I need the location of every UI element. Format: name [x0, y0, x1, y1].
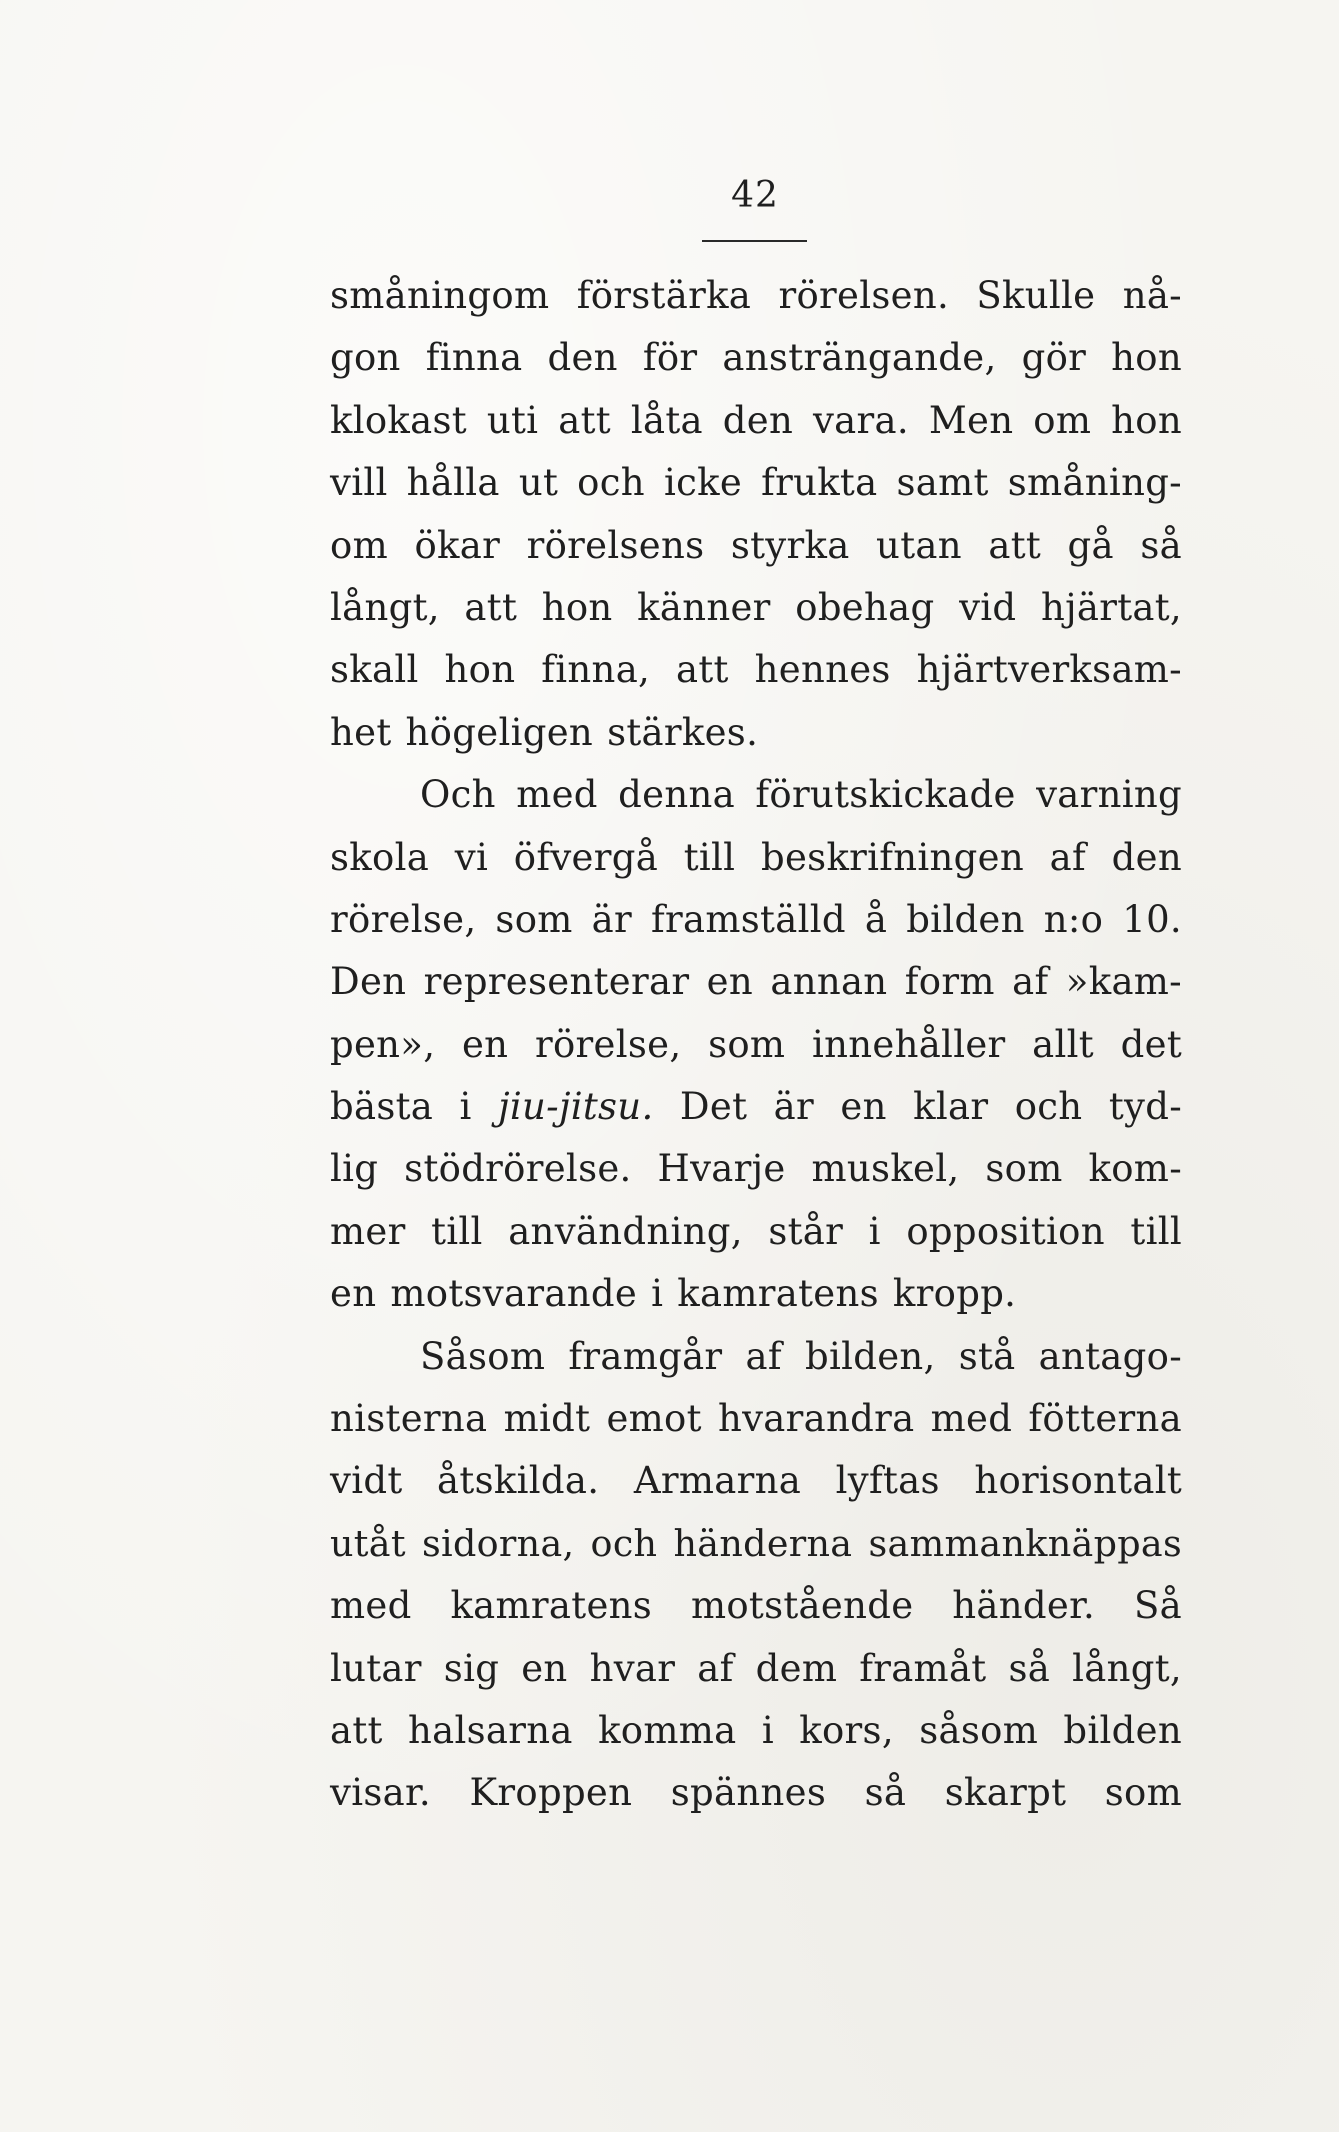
text-line: vill hålla ut och icke frukta samt småning-	[330, 461, 1182, 505]
text-line	[330, 1076, 1182, 1138]
text-line: lutar sig en hvar af dem framåt så långt,	[330, 1646, 1182, 1690]
text-line: med kamratens motstående händer. Så	[330, 1584, 1182, 1628]
text-line: långt, att hon känner obehag vid hjärtat,	[330, 585, 1182, 629]
text-line: utåt sidorna, och händerna sammanknäppas	[330, 1521, 1182, 1565]
text-line: Den representerar en annan form af »kam-	[330, 960, 1182, 1004]
italic-term: jiu-jitsu.	[498, 1085, 654, 1129]
text-line: lig stödrörelse. Hvarje muskel, som kom-	[330, 1147, 1182, 1191]
text-line: att halsarna komma i kors, såsom bilden	[330, 1708, 1182, 1752]
text-line: vidt åtskilda. Armarna lyftas horisontalt	[330, 1459, 1182, 1503]
text-line: om ökar rörelsens styrka utan att gå så	[330, 523, 1182, 567]
text-segment: Det är en klar och tyd-	[653, 1085, 1182, 1129]
text-line: pen», en rörelse, som innehåller allt det	[330, 1022, 1182, 1066]
page-number: 42	[731, 175, 779, 216]
text-line: gon finna den för ansträngande, gör hon	[330, 336, 1182, 380]
text-line: nisterna midt emot hvarandra med fötterna	[330, 1397, 1182, 1441]
text-line: rörelse, som är framställd å bilden n:o 10.	[330, 897, 1182, 941]
text-line: skall hon finna, att hennes hjärtverksam-	[330, 648, 1182, 692]
text-segment: bästa i	[330, 1085, 499, 1129]
text-line: het högeligen stärkes.	[330, 710, 759, 754]
text-line: en motsvarande i kamratens kropp.	[330, 1272, 1017, 1316]
text-line: klokast uti att låta den vara. Men om hon	[330, 398, 1182, 442]
text-line: skola vi öfvergå till beskrifningen af den	[330, 835, 1182, 879]
body-text	[330, 265, 1182, 1825]
text-line: småningom förstärka rörelsen. Skulle nå-	[330, 274, 1182, 317]
text-line: Och med denna förutskickade varning	[420, 773, 1182, 817]
text-line: visar. Kroppen spännes så skarpt som	[330, 1771, 1182, 1815]
page-number-rule	[702, 240, 807, 242]
text-line: mer till användning, står i opposition till	[330, 1209, 1182, 1253]
text-line: Såsom framgår af bilden, stå antago-	[420, 1334, 1182, 1378]
